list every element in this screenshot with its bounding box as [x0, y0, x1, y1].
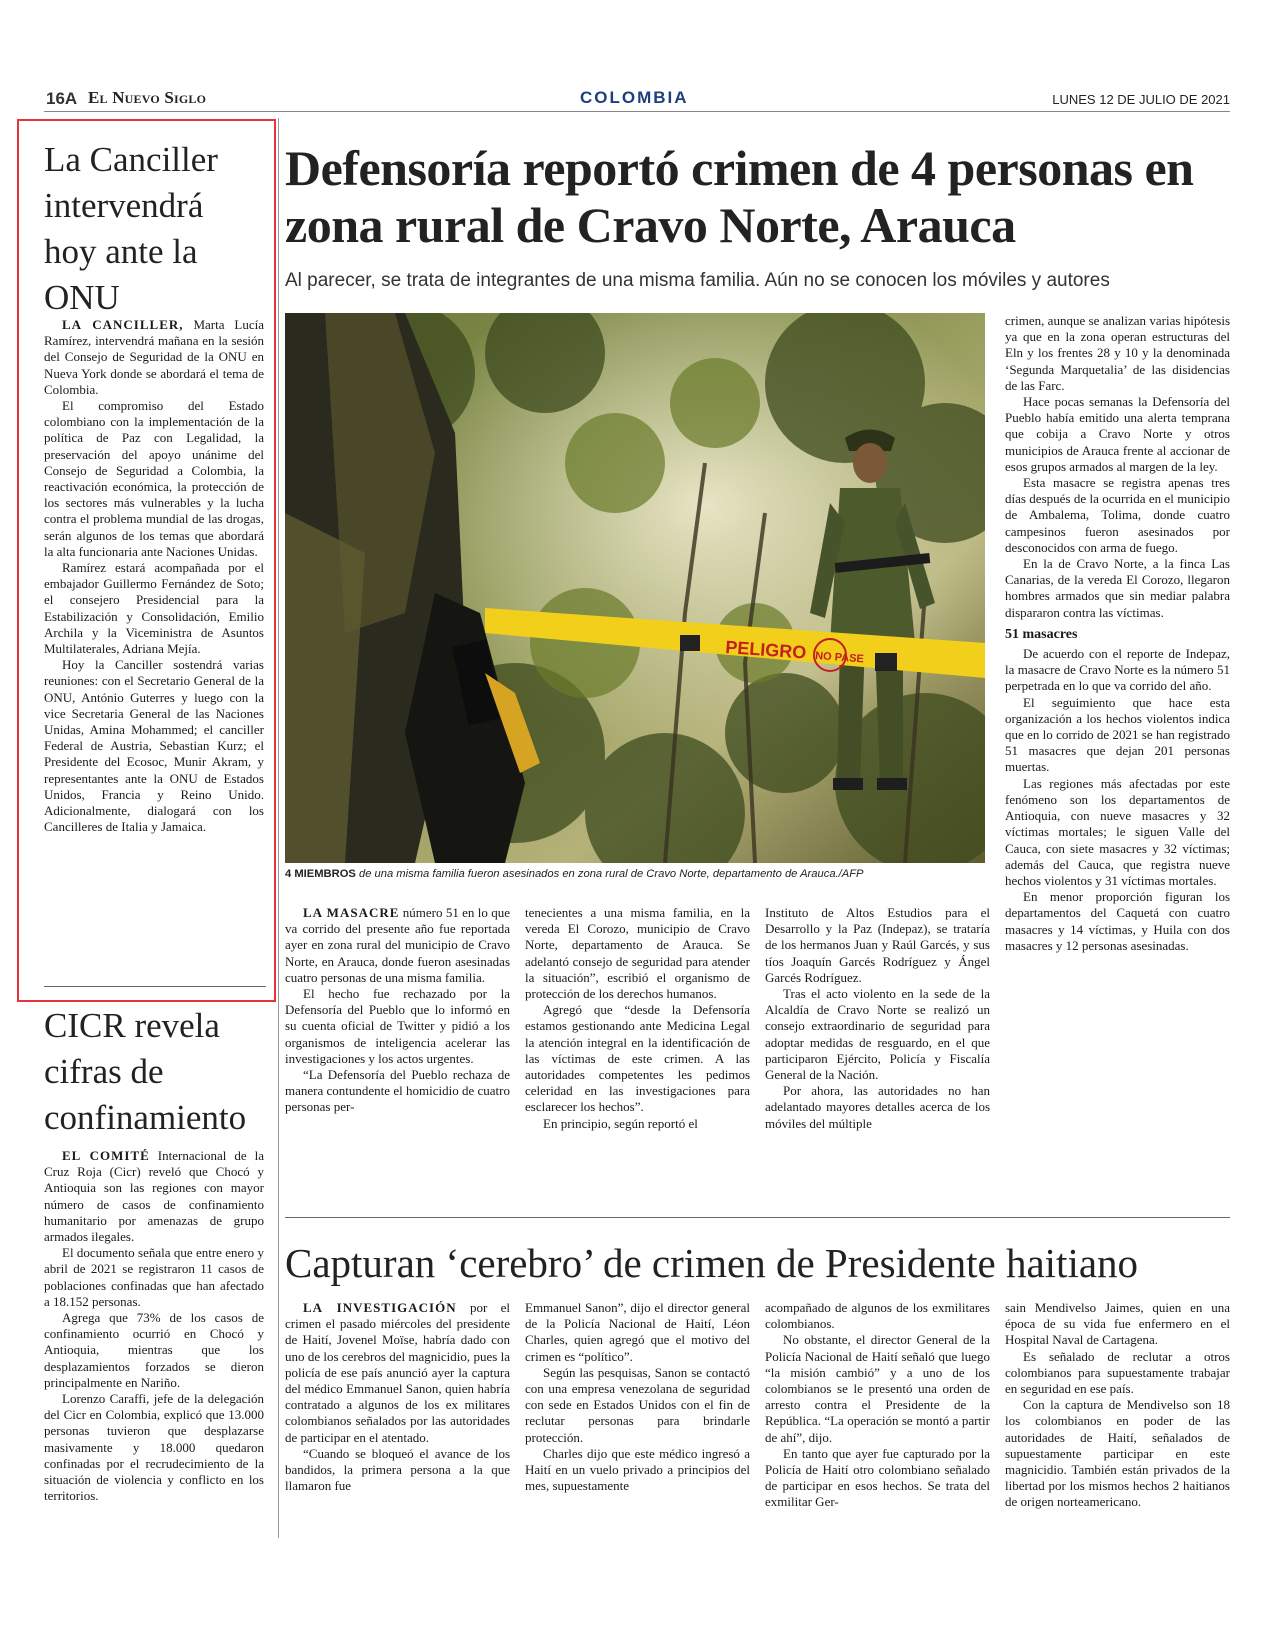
section-title: COLOMBIA: [580, 88, 689, 107]
canciller-headline: La Canciller intervendrá hoy ante la ONU: [44, 140, 218, 317]
main-article-col-4: [1005, 313, 1230, 954]
article-paragraph: Hace pocas semanas la Defensoría del Pueblo había emitido una alerta temprana que cobija a Cravo Norte y otros municipios de Arauca frente al accionar de esos grupos armados al margen de la ley.: [1005, 394, 1230, 474]
article-paragraph: EL COMITÉ Internacional de la Cruz Roja (Cicr) reveló que Chocó y Antioquia son las regiones con mayor número de casos de confinamiento humanitario por amenazas de grupo armados ilegales.: [44, 1148, 264, 1245]
header-divider: [44, 111, 1230, 112]
article-paragraph: Por ahora, las autoridades no han adelantado mayores detalles acerca de los móviles del múltiple: [765, 1083, 990, 1131]
left-column-divider: [44, 986, 266, 987]
story-divider: [285, 1217, 1230, 1218]
article-paragraph: En la de Cravo Norte, a la finca Las Canarias, de la vereda El Corozo, llegaron hombres armados que sin mediar palabra dispararon contra las víctimas.: [1005, 556, 1230, 620]
page-date: LUNES 12 DE JULIO DE 2021: [1052, 92, 1230, 107]
article-subhead: 51 masacres: [1005, 626, 1078, 642]
article-paragraph: Es señalado de reclutar a otros colombianos para supuestamente trabajar en seguridad en ese país.: [1005, 1348, 1230, 1397]
main-subheadline: Al parecer, se trata de integrantes de una misma familia. Aún no se conocen los móviles y autores: [285, 270, 1110, 291]
newspaper-name: El Nuevo Siglo: [88, 88, 207, 107]
article-paragraph: LA INVESTIGACIÓN por el crimen el pasado miércoles del presidente de Haití, Jovenel Moïse, habría dado con uno de los cerebros del magnicidio, pues la policía de ese país anunció ayer la captura del médico Emmanuel Sanon, quien habría contratado a algunos de los ex militares colombianos señalados por las autoridades de participar en el atentado.: [285, 1300, 510, 1445]
page-number: 16A: [46, 89, 78, 108]
main-article-col-1: [285, 905, 510, 1116]
article-paragraph: Agregó que “desde la Defensoría estamos gestionando ante Medicina Legal la atención integral en la identificación de las víctimas de este crimen. A las autoridades competentes les pedimos celeridad en las investigaciones para esclarecer los hechos”.: [525, 1002, 750, 1115]
article-paragraph: LA CANCILLER, Marta Lucía Ramírez, intervendrá mañana en la sesión del Consejo de Seguridad de la ONU en Nueva York donde se abordará el tema de Colombia.: [44, 317, 264, 397]
news-photo: [285, 313, 985, 863]
article-paragraph: Tras el acto violento en la sede de la Alcaldía de Cravo Norte se realizó un consejo extraordinario de seguridad para adoptar medidas de resguardo, en el que participaron Ejército, Policía y Fiscalía General de la Nación.: [765, 986, 990, 1083]
article-paragraph: Instituto de Altos Estudios para el Desarrollo y la Paz (Indepaz), se trataría de los hermanos Juan y Raúl Garcés, y sus tíos Joaquín Garcés Rodríguez y Ángel Garcés Rodríguez.: [765, 905, 990, 985]
article-paragraph: crimen, aunque se analizan varias hipótesis ya que en la zona operan estructuras del Eln y los frentes 28 y 10 y la denominada ‘Segunda Marquetalia’ de las disidencias de las Farc.: [1005, 313, 1230, 393]
article-paragraph: Agrega que 73% de los casos de confinamiento ocurrió en Chocó y Antioquia, mientras que los desplazamientos forzados se dieron principalmente en Nariño.: [44, 1310, 264, 1390]
article-paragraph: Lorenzo Caraffi, jefe de la delegación del Cicr en Colombia, explicó que 13.000 personas tuvieron que desplazarse masivamente y 18.000 quedaron confinadas por el recrudecimiento de la situación de violencia y conflicto en los territorios.: [44, 1391, 264, 1504]
photo-caption: 4 MIEMBROS de una misma familia fueron asesinados en zona rural de Cravo Norte, departamento de Arauca./AFP: [285, 868, 864, 880]
article-paragraph: “Cuando se bloqueó el avance de los bandidos, la primera persona a la que llamaron fue: [285, 1445, 510, 1494]
canciller-article: [44, 317, 264, 836]
article-paragraph: sain Mendivelso Jaimes, quien en una época de su vida fue enfermero en el Hospital Naval de Cartagena.: [1005, 1300, 1230, 1348]
article-paragraph: “La Defensoría del Pueblo rechaza de manera contundente el homicidio de cuatro personas per-: [285, 1067, 510, 1115]
article-paragraph: Charles dijo que este médico ingresó a Haití en un vuelo privado a principios del mes, supuestamente: [525, 1445, 750, 1494]
article-paragraph: El seguimiento que hace esta organización a los hechos violentos indica que en lo corrido de 2021 se han registrado 51 masacres que dejan 201 personas muertas.: [1005, 694, 1230, 775]
article-paragraph: LA MASACRE número 51 en lo que va corrido del presente año fue reportada ayer en zona rural del municipio de Cravo Norte, en Arauca, donde fueron asesinadas cuatro personas de una misma familia.: [285, 905, 510, 985]
article-paragraph: Las regiones más afectadas por este fenómeno son los departamentos de Antioquia, con nueve masacres y 32 víctimas mortales; le siguen Valle del Cauca, con siete masacres y 32 víctimas; además del Cauca, que registra nueve hechos violentos y 31 víctimas mortales.: [1005, 775, 1230, 888]
article-paragraph: En menor proporción figuran los departamentos del Caquetá con cuatro masacres y 14 víctimas, y Huila con dos masacres y 12 personas asesinadas.: [1005, 889, 1230, 953]
svg-text:NO PASE: NO PASE: [814, 650, 865, 666]
haiti-article-col-4: [1005, 1300, 1230, 1511]
main-article-col-3: [765, 905, 990, 1132]
article-paragraph: En tanto que ayer fue capturado por la Policía de Haití otro colombiano señalado de participar en esos hechos. Se trata del exmilitar Ger-: [765, 1445, 990, 1510]
article-lead: LA INVESTIGACIÓN: [303, 1300, 457, 1315]
cicr-headline: CICR revela cifras de confinamiento: [44, 1006, 247, 1137]
article-lead: LA CANCILLER,: [62, 317, 184, 332]
main-headline: Defensoría reportó crimen de 4 personas en zona rural de Cravo Norte, Arauca: [285, 140, 1194, 253]
article-paragraph: Esta masacre se registra apenas tres días después de la ocurrida en el municipio de Ambalema, Tolima, donde cuatro campesinos fueron asesinados por desconocidos con arma de fuego.: [1005, 475, 1230, 555]
article-paragraph: acompañado de algunos de los exmilitares colombianos.: [765, 1300, 990, 1332]
article-paragraph: Según las pesquisas, Sanon se contactó con una empresa venezolana de seguridad con sede en Estados Unidos con el fin de reclutar personas para brindarle protección.: [525, 1364, 750, 1445]
article-paragraph: En principio, según reportó el: [543, 1115, 698, 1131]
article-paragraph: El hecho fue rechazado por la Defensoría del Pueblo que lo informó en su cuenta oficial de Twitter y pidió a los organismos de inteligencia acelerar las investigaciones y los actos urgentes.: [285, 986, 510, 1066]
caption-lead: 4 MIEMBROS: [285, 868, 356, 880]
haiti-headline: Capturan ‘cerebro’ de crimen de Presidente haitiano: [285, 1240, 1139, 1286]
article-paragraph: De acuerdo con el reporte de Indepaz, la masacre de Cravo Norte es la número 51 perpetrada en lo que va corrido del año.: [1005, 646, 1230, 694]
column-separator: [278, 118, 279, 1538]
article-lead: LA MASACRE: [303, 905, 400, 920]
article-paragraph: El documento señala que entre enero y abril de 2021 se registraron 11 casos de poblaciones confinadas que han afectado a 18.152 personas.: [44, 1245, 264, 1309]
haiti-article-col-2: [525, 1300, 750, 1494]
article-paragraph: Hoy la Canciller sostendrá varias reuniones: con el Secretario General de la ONU, António Guterres y luego con la vice Secretaria General de las Naciones Unidas, Amina Mohammed; el canciller Federal de Austria, Sebastian Kurz; el Presidente del Ecosoc, Munir Akram, y representantes ante la ONU de Estados Unidos, Francia y Reino Unido. Adicionalmente, dialogará con los Cancilleres de Italia y Jamaica.: [44, 657, 264, 835]
haiti-article-col-3: [765, 1300, 990, 1511]
article-paragraph: Emmanuel Sanon”, dijo el director general de la Policía Nacional de Haití, Léon Charles, quien agregó que el motivo del crimen es “político”.: [525, 1300, 750, 1364]
main-article-col-2: [525, 905, 750, 1132]
article-paragraph: El compromiso del Estado colombiano con la implementación de la política de Paz con Legalidad, la preservación del apoyo unánime del Consejo de Seguridad a Colombia, la reactivación económica, la protección de los sectores más vulnerables y la lucha contra el problema mundial de las drogas, serán algunos de los temas que abordará la alta funcionaria ante Naciones Unidas.: [44, 398, 264, 559]
haiti-article-col-1: [285, 1300, 510, 1494]
article-paragraph: Con la captura de Mendivelso son 18 los colombianos en poder de las autoridades de Haití, señalados de supuestamente participar en este magnicidio. También están privados de la libertad por los mismos hechos 2 haitianos de origen norteamericano.: [1005, 1397, 1230, 1510]
cicr-article: [44, 1148, 264, 1504]
article-paragraph: No obstante, el director General de la Policía Nacional de Haití señaló que luego “la misión cambió” y a uno de los colombianos se le presentó una orden de arresto contra el Presidente de la República. “La operación se montó a partir de ahí”, dijo.: [765, 1332, 990, 1445]
article-paragraph: Ramírez estará acompañada por el embajador Guillermo Fernández de Soto; el consejero Presidencial para la Estabilización y Consolidación, Emilio Archila y la Viceministra de Asuntos Multilaterales, Adriana Mejía.: [44, 560, 264, 657]
article-paragraph: tenecientes a una misma familia, en la vereda El Corozo, municipio de Cravo Norte, departamento de Arauca. Se adelantó consejo de seguridad para atender la situación”, escribió el organismo de protección de los derechos humanos.: [525, 905, 750, 1002]
svg-text:PELIGRO: PELIGRO: [724, 637, 807, 663]
article-lead: EL COMITÉ: [62, 1148, 150, 1163]
